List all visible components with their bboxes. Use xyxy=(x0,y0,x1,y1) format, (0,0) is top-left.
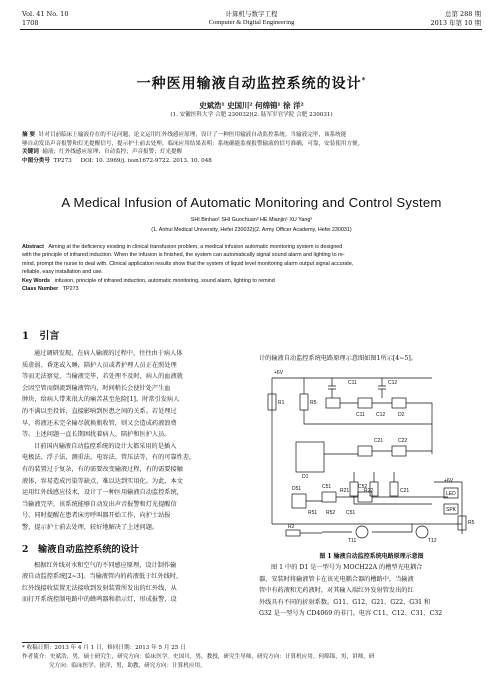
circuit-label: SPK xyxy=(446,507,457,513)
body-line: 有的装置过于复杂，有的需要改变输液过程，有的需要接触 xyxy=(22,465,183,473)
body-line: 的不满以至投诉，直接影响到医患之间的关系。若处理过 xyxy=(22,407,177,415)
body-line: 警，提示护士前去处理，较好地解决了上述问题。 xyxy=(22,523,159,531)
circuit-label: C11 xyxy=(348,380,357,386)
title-footnote-mark: * xyxy=(361,75,367,85)
body-line: 器，安装时将输液管卡在该光电耦合器的槽路中，当输液 xyxy=(259,575,414,583)
body-line: 目前国内输液自动监控系统的设计大都采用的是插入 xyxy=(34,442,177,450)
body-line: 号，同时提醒在患者床旁呼叫器开始工作，向护士站报 xyxy=(22,512,171,520)
footnote-authors: 作者简介：史斌浩，男，硕士研究生，研究方向：临床医学。史国川，男，教授，研究生导师，研究方向：计算机应用。何绵锦，男，讲师，研 xyxy=(22,654,375,660)
class-number-cn: TP273 xyxy=(53,157,72,164)
abstract-cn xyxy=(22,131,482,165)
body-line: G32 是一型号为 CD4069 的非门。电容 C11、C12、C31、C32 xyxy=(259,610,443,618)
header-rule xyxy=(20,29,482,30)
authors-cn: 史斌浩¹ 史国川² 何绵锦¹ 徐 洋² xyxy=(199,101,304,110)
circuit-label: T12 xyxy=(428,538,437,544)
keywords-en: infusion, principle of infrared induction, automatic monitoring, sound alarm, lighting to remind xyxy=(54,277,275,284)
circuit-label: R21 xyxy=(340,488,350,494)
class-number-en: TP273 xyxy=(62,286,79,293)
body-line: 肿块，给病人带来很大的痛苦甚至危险[1]。时常引发病人 xyxy=(22,396,180,404)
section-1-heading xyxy=(22,327,244,342)
body-line: 当输液完毕，该系统能够自动发出声音报警和灯光提醒信 xyxy=(22,500,177,508)
body-line: 质虚弱、昏迷或入睡，陪护人员或者护理人员正在照处理 xyxy=(22,361,177,369)
left-column xyxy=(22,327,244,606)
circuit-label: C21 xyxy=(400,488,410,494)
circuit-label: C52 xyxy=(358,484,368,490)
circuit-label: R1 xyxy=(278,400,285,406)
abstract-en-label: Abstract xyxy=(22,244,44,250)
section-1-body xyxy=(22,348,244,534)
circuit-label: C11 xyxy=(356,412,365,418)
footnote-rule xyxy=(22,642,82,643)
circuit-vcc-label: +6V xyxy=(444,478,454,484)
body-line: 运用红外线感应技术，设计了一种医用输液自动监控系统， xyxy=(22,489,183,497)
circuit-diagram xyxy=(262,364,484,544)
footnote xyxy=(22,644,484,671)
circuit-label: C12 xyxy=(388,380,398,386)
affiliation-cn: (1. 安徽医科大学 合肥 230032)(2. 陆军军官学院 合肥 230031) xyxy=(170,112,333,118)
keywords-en-label: Key Words xyxy=(22,277,51,284)
affiliation-en: (1. Anhui Medical University, Hefei 230032)(2. Army Officer Academy, Hefei 230031) xyxy=(151,227,352,233)
body-line: 电极法、浮子法、测重法、电容法、管压法等，有的可靠性差， xyxy=(22,454,196,462)
circuit-label: LED xyxy=(446,491,456,497)
section-number: 1 xyxy=(22,331,29,342)
figure-intro: 计的输液自动监控系统电路原理示意图如图1所示[4~5]。 xyxy=(259,355,417,362)
body-line: 通过调研发现，在病人输液的过程中，往往由于病人体 xyxy=(34,350,183,357)
keywords-cn-label: 关键词 xyxy=(22,149,39,156)
circuit-label: D2 xyxy=(398,412,405,418)
abstract-en-line: mind, prompt the nurse to deal with. Clinical application results show that the system of liquid level monitoring alarm output signal accurate, xyxy=(22,260,354,267)
keywords-cn: 输液；红外线感应原理；自动监控；声音报警；灯光提醒 xyxy=(42,149,183,156)
circuit-label: C51 xyxy=(322,484,332,490)
body-line: 等。上述问题一直长期困扰着病人、陪护和医护人员。 xyxy=(22,431,171,439)
section-title: 引言 xyxy=(39,331,60,342)
doi: DOI: 10. 3969/j. issn1672-9722. 2013. 10. 048 xyxy=(80,157,212,164)
circuit-label: R52 xyxy=(326,510,336,516)
body-line: 红外线接收装置无法接收到发射装置所发出的红外线，从 xyxy=(22,584,177,592)
header-journal-en: Computer & Digital Engineering xyxy=(208,19,295,26)
figure-caption: 图 1 输液自动监控系统电路原理示意图 xyxy=(319,553,424,560)
circuit-label: T11 xyxy=(348,538,357,544)
abstract-cn-line: 针对目前临床上输液存在的不足问题，论文运用红外线感应原理，设计了一种医用输液自动监控系统。当输液完毕，该系统能 xyxy=(38,132,347,138)
circuit-label: R2 xyxy=(288,524,295,530)
class-number-en-label: Class Number xyxy=(22,286,59,293)
abstract-en-line: Aiming at the deficiency existing in clinical transfusion problem, a medical infusion automatic monitoring system is designed xyxy=(48,244,343,250)
body-line: 管中有药液和无药液时，对其输入端红外发射管发出的红 xyxy=(259,587,414,595)
body-line: 液体，容易造成污染等缺点，难以达到实用化。为此，本文 xyxy=(22,477,183,485)
circuit-label: C21 xyxy=(374,438,384,444)
body-line: 等而无法察觉，当输液完毕，若处理不及时，病人的血液就 xyxy=(22,373,183,381)
class-number-cn-label: 中图分类号 xyxy=(22,157,50,164)
right-column-body xyxy=(259,562,484,620)
circuit-label: C12 xyxy=(376,412,386,418)
section-title: 输液自动监控系统的设计 xyxy=(38,543,140,555)
header-vol: Vol. 41 No. 10 xyxy=(22,10,69,18)
body-line: 会因空管而倒流到输液管内，时间稍长会使针处产生血 xyxy=(22,384,171,392)
footnote-received: * 收稿日期：2013 年 4 月 1 日，修回日期：2013 年 5 月 25 日 xyxy=(22,645,186,651)
body-line: 而打开系统控制电路中的蜂鸣器和指示灯，形成报警，设 xyxy=(22,596,177,604)
header-page: 1708 xyxy=(22,19,39,27)
circuit-label: R5 xyxy=(468,520,475,526)
abstract-en-line: reliable, easy installation and use. xyxy=(22,269,103,276)
section-2-heading xyxy=(22,541,244,555)
circuit-label: D51 xyxy=(292,486,302,492)
header-journal-cn: 计算机与数字工程 xyxy=(225,10,278,18)
circuit-vcc-label: +6V xyxy=(274,370,284,376)
footnote-authors: 究方向：临床医学。徐洋，男，助教，研究方向：计算机应用。 xyxy=(49,663,206,669)
circuit-label: C51 xyxy=(346,510,356,516)
authors-en: SHI Binhao¹ SHI Guochuan² HE Mianjin¹ XU Yang² xyxy=(190,217,313,223)
header-date: 2013 年第 10 期 xyxy=(430,19,481,27)
circuit-label: D1 xyxy=(302,474,309,480)
header-total: 总第 288 期 xyxy=(444,10,481,18)
abstract-en xyxy=(22,243,482,293)
circuit-label: C22 xyxy=(398,438,408,444)
paper-title-cn xyxy=(0,73,503,93)
title-text: 一种医用输液自动监控系统的设计 xyxy=(136,76,362,92)
circuit-label: R22 xyxy=(364,488,374,494)
section-2-body xyxy=(22,560,244,606)
body-line: 外线具有不同的折射系数。G11、G12、G21、G22、G31 和 xyxy=(259,598,431,606)
abstract-cn-line: 够自动发出声音报警和灯光提醒信号，提示护士前去处理。临床应用结果表明：系统确能监视报警输液的信号准确，可靠，安装使用方便。 xyxy=(22,140,364,147)
body-line: 液自动监控系统[2~3]。当输液管内的药液低于红外线时， xyxy=(22,573,183,581)
paper-title-en: A Medical Infusion of Automatic Monitoring and Control System xyxy=(61,195,442,210)
circuit-label: R51 xyxy=(308,510,318,516)
body-line: 根据红外线对水和空气的不同感应原理，设计制作输 xyxy=(34,561,177,569)
circuit-label: R5 xyxy=(310,400,317,406)
section-number: 2 xyxy=(22,543,29,555)
body-line: 图 1 中的 D1 是一型号为 MOCH22A 的槽型光电耦合 xyxy=(271,564,423,571)
abstract-cn-label: 摘 要 xyxy=(22,132,36,138)
abstract-en-line: with the principle of infrared induction. When the infusion is finished, the system can automatically signal sound alarm and lighting to re- xyxy=(22,252,345,259)
body-line: 早，将液还未完全输尽就换瓶收管，则又会造成药液浪费 xyxy=(22,419,177,427)
